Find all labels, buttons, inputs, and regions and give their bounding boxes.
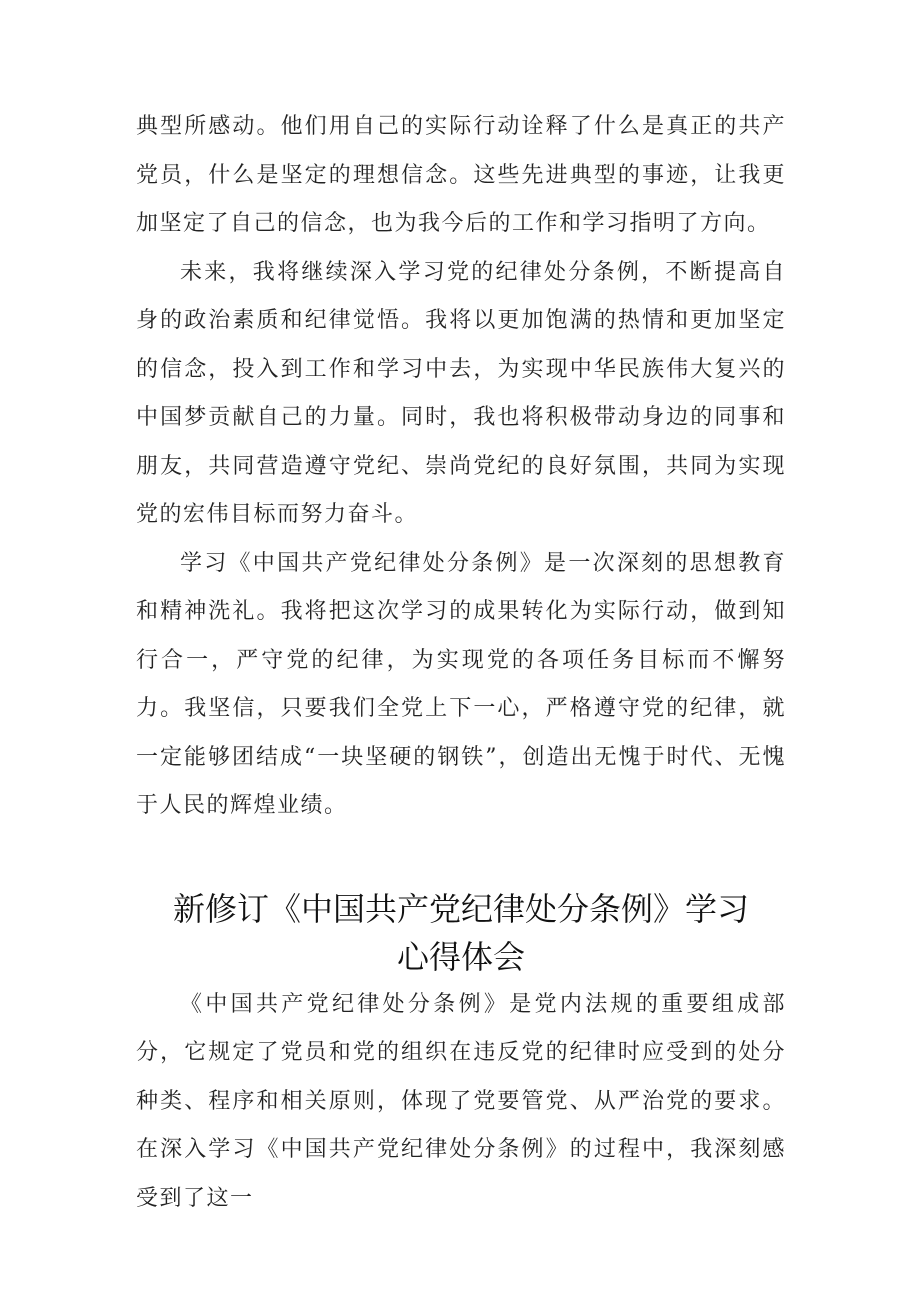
document-body: [136, 103, 786, 1223]
article-title: [136, 885, 786, 981]
paragraph-conclusion: 学习《中国共产党纪律处分条例》是一次深刻的思想教育和精神洗礼。我将把这次学习的成果转化为实际行动，做到知行合一，严守党的纪律，为实现党的各项任务目标而不懈努力。我坚信，只要我们全党上下一心，严格遵守党的纪律，就一定能够团结成“一块坚硬的钢铁”，创造出无愧于时代、无愧于人民的辉煌业绩。: [136, 550, 786, 818]
paragraph-future-plans: 未来，我将继续深入学习党的纪律处分条例，不断提高自身的政治素质和纪律觉悟。我将以更加饱满的热情和更加坚定的信念，投入到工作和学习中去，为实现中华民族伟大复兴的中国梦贡献自己的力量。同时，我也将积极带动身边的同事和朋友，共同营造遵守党纪、崇尚党纪的良好氛围，共同为实现党的宏伟目标而努力奋斗。: [136, 259, 786, 527]
paragraph-continued: 典型所感动。他们用自己的实际行动诠释了什么是真正的共产党员，什么是坚定的理想信念。这些先进典型的事迹，让我更加坚定了自己的信念，也为我今后的工作和学习指明了方向。: [136, 114, 786, 236]
article-title-line-2: 心得体会: [396, 937, 525, 976]
paragraph-intro: 《中国共产党纪律处分条例》是党内法规的重要组成部分，它规定了党员和党的组织在违反党的纪律时应受到的处分种类、程序和相关原则，体现了党要管党、从严治党的要求。在深入学习《中国共产党纪律处分条例》的过程中，我深刻感受到了这一: [136, 991, 786, 1211]
article-title-line-1: 新修订《中国共产党纪律处分条例》学习: [172, 889, 749, 928]
